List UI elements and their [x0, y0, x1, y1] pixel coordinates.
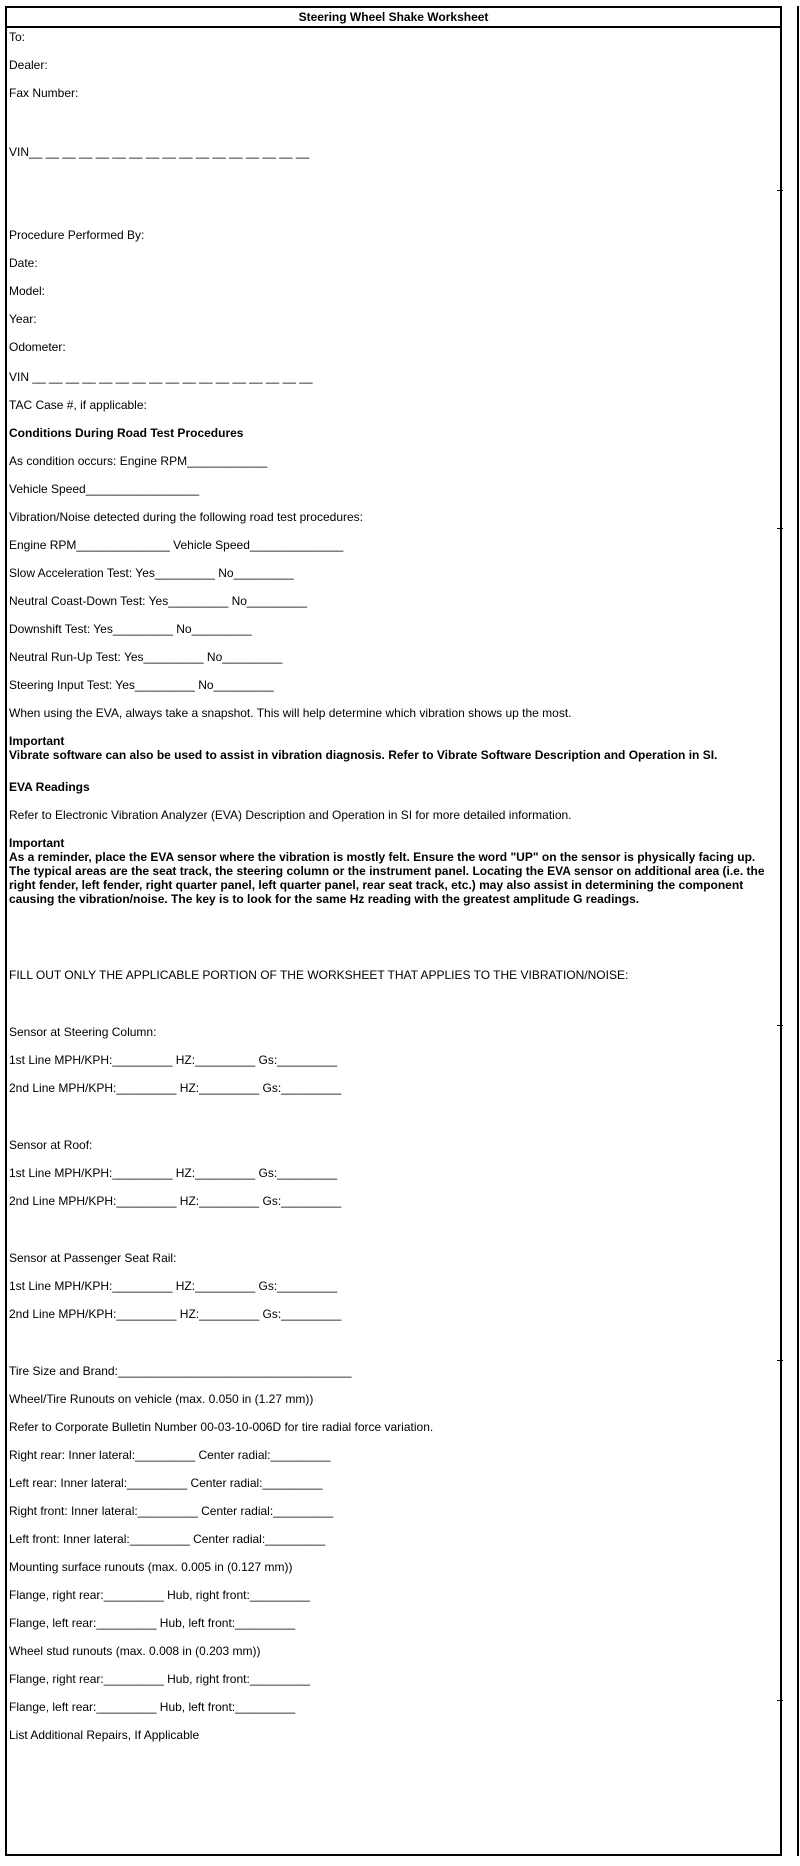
sensor-line-2: 2nd Line MPH/KPH:_________ HZ:_________ Gs:_________ [9, 1081, 342, 1095]
bulletin-text: Refer to Corporate Bulletin Number 00-03-10-006D for tire radial force variation. [9, 1420, 434, 1434]
important-label: Important [9, 734, 65, 748]
odometer-field: Odometer: [9, 340, 66, 354]
sensor-label: Sensor at Roof: [9, 1138, 93, 1152]
to-field: To: [9, 30, 26, 44]
tac-case-field: TAC Case #, if applicable: [9, 398, 147, 412]
flange-left-rear-field: Flange, left rear:_________ Hub, left front:_________ [9, 1616, 296, 1630]
rpm-speed-field: Engine RPM______________ Vehicle Speed______________ [9, 538, 344, 552]
important-text: As a reminder, place the EVA sensor where the vibration is mostly felt. Ensure the word "UP" on the sensor is physically facing up. The typical areas are the seat track, the steering column or the instrument panel. Locating the EVA sensor on additional area (i.e. the right fender, left fender, right quarter panel, left quarter panel, rear seat track, etc.) may also assist in determining the component causing the vibration/noise. The key is to look for the same Hz reading with the greatest amplitude G readings. [9, 850, 765, 906]
vin-field: VIN__ __ __ __ __ __ __ __ __ __ __ __ __ __ __ __ __ [9, 145, 310, 159]
flange-right-rear-field: Flange, right rear:_________ Hub, right front:_________ [9, 1672, 310, 1686]
right-rear-field: Right rear: Inner lateral:_________ Center radial:_________ [9, 1448, 331, 1462]
left-rear-field: Left rear: Inner lateral:_________ Center radial:_________ [9, 1476, 323, 1490]
flange-right-rear-field: Flange, right rear:_________ Hub, right front:_________ [9, 1588, 310, 1602]
eva-refer-text: Refer to Electronic Vibration Analyzer (EVA) Description and Operation in SI for more detailed information. [9, 808, 572, 822]
sensor-label: Sensor at Passenger Seat Rail: [9, 1251, 177, 1265]
fax-field: Fax Number: [9, 86, 79, 100]
sensor-label: Sensor at Steering Column: [9, 1025, 157, 1039]
dealer-field: Dealer: [9, 58, 48, 72]
margin-tick [777, 1025, 783, 1026]
margin-tick [777, 528, 783, 529]
flange-left-rear-field: Flange, left rear:_________ Hub, left front:_________ [9, 1700, 296, 1714]
tire-size-field: Tire Size and Brand:___________________________________ [9, 1364, 352, 1378]
sensor-line-1: 1st Line MPH/KPH:_________ HZ:_________ Gs:_________ [9, 1279, 338, 1293]
margin-tick [777, 1360, 783, 1361]
right-front-field: Right front: Inner lateral:_________ Center radial:_________ [9, 1504, 334, 1518]
vin-field: VIN __ __ __ __ __ __ __ __ __ __ __ __ __ __ __ __ __ [9, 370, 313, 384]
model-field: Model: [9, 284, 46, 298]
stud-runouts-text: Wheel stud runouts (max. 0.008 in (0.203 mm)) [9, 1644, 261, 1658]
performed-by-field: Procedure Performed By: [9, 228, 145, 242]
mounting-runouts-text: Mounting surface runouts (max. 0.005 in (0.127 mm)) [9, 1560, 293, 1574]
worksheet-title: Steering Wheel Shake Worksheet [7, 8, 780, 28]
steering-input-field: Steering Input Test: Yes_________ No_________ [9, 678, 274, 692]
sensor-line-2: 2nd Line MPH/KPH:_________ HZ:_________ Gs:_________ [9, 1194, 342, 1208]
rpm-occurs-field: As condition occurs: Engine RPM____________ [9, 454, 268, 468]
sensor-line-1: 1st Line MPH/KPH:_________ HZ:_________ Gs:_________ [9, 1053, 338, 1067]
right-border-rule [797, 6, 799, 1856]
eva-heading: EVA Readings [9, 780, 90, 794]
margin-tick [777, 1700, 783, 1701]
wheel-runouts-text: Wheel/Tire Runouts on vehicle (max. 0.050 in (1.27 mm)) [9, 1392, 314, 1406]
date-field: Date: [9, 256, 38, 270]
detected-text: Vibration/Noise detected during the following road test procedures: [9, 510, 363, 524]
additional-repairs-field: List Additional Repairs, If Applicable [9, 1728, 200, 1742]
important-label: Important [9, 836, 65, 850]
left-front-field: Left front: Inner lateral:_________ Center radial:_________ [9, 1532, 326, 1546]
eva-snapshot-text: When using the EVA, always take a snapshot. This will help determine which vibration shows up the most. [9, 706, 572, 720]
fill-out-instruction: FILL OUT ONLY THE APPLICABLE PORTION OF THE WORKSHEET THAT APPLIES TO THE VIBRATION/NOISE: [9, 968, 629, 982]
sensor-line-2: 2nd Line MPH/KPH:_________ HZ:_________ Gs:_________ [9, 1307, 342, 1321]
margin-tick [777, 190, 783, 191]
slow-accel-field: Slow Acceleration Test: Yes_________ No_________ [9, 566, 294, 580]
year-field: Year: [9, 312, 37, 326]
important-text: Vibrate software can also be used to assist in vibration diagnosis. Refer to Vibrate Software Description and Operation in SI. [9, 748, 718, 762]
neutral-coast-field: Neutral Coast-Down Test: Yes_________ No_________ [9, 594, 307, 608]
downshift-field: Downshift Test: Yes_________ No_________ [9, 622, 252, 636]
worksheet-frame [5, 6, 782, 1856]
sensor-line-1: 1st Line MPH/KPH:_________ HZ:_________ Gs:_________ [9, 1166, 338, 1180]
vehicle-speed-field: Vehicle Speed_________________ [9, 482, 200, 496]
neutral-runup-field: Neutral Run-Up Test: Yes_________ No_________ [9, 650, 283, 664]
conditions-heading: Conditions During Road Test Procedures [9, 426, 244, 440]
